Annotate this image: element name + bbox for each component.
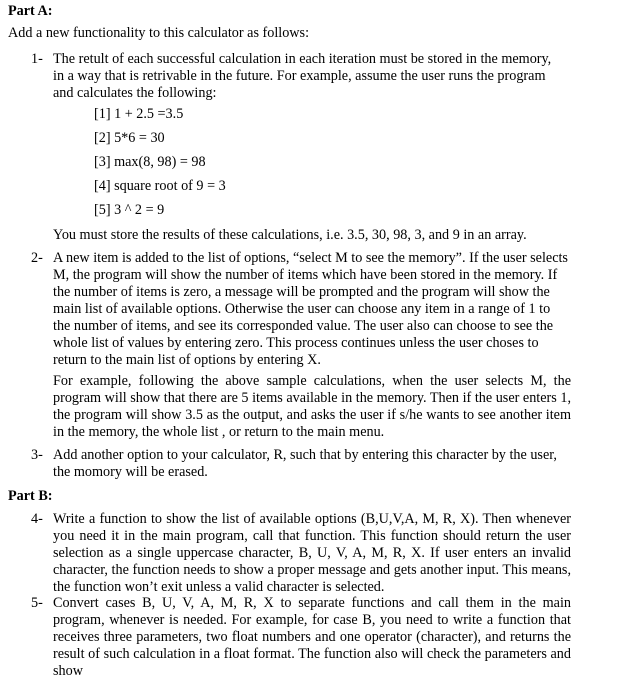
part-a-heading: Part A:	[8, 3, 53, 19]
item-3-number: 3-	[31, 447, 43, 463]
example-calculation-4: [4] square root of 9 = 3	[94, 178, 226, 194]
part-a-intro: Add a new functionality to this calculator as follows:	[8, 25, 310, 41]
item-5-text: Convert cases B, U, V, A, M, R, X to separate functions and call them in the main program, whenever is needed. For example, for case B, you need to write a function that receives three parameters, two float numbers and one operator (character), and returns the result of such calculation in a float format. The function also will check the parameters and show	[53, 595, 571, 679]
item-2-text: A new item is added to the list of options, “select M to see the memory”. If the user selects M, the program will show the number of items which have been stored in the memory. If the number of items is zero, a message will be prompted and the program will show the main list of available options. Otherwise the user can choose any item in a range of 1 to the number of items, and see its corresponded value. The user also can choose to see the whole list of values by entering zero. This process continues unless the user choses to return to the main list of options by entering X.	[53, 250, 568, 368]
example-calculation-2: [2] 5*6 = 30	[94, 130, 165, 146]
item-2-number: 2-	[31, 250, 43, 266]
item-3-text: Add another option to your calculator, R, such that by entering this character by the user, the momory will be erased.	[53, 447, 557, 480]
part-b-heading: Part B:	[8, 488, 53, 504]
item-1-text: The retult of each successful calculation in each iteration must be stored in the memory, in a way that is retrivable in the future. For example, assume the user runs the program and calculates the following:	[53, 51, 552, 101]
example-calculation-3: [3] max(8, 98) = 98	[94, 154, 206, 170]
item-2-example: For example, following the above sample calculations, when the user selects M, the program will show that there are 5 items available in the memory. Then if the user enters 1, the program will show 3.5 as the output, and asks the user if s/he wants to see another item in the memory, the whole list , or return to the main menu.	[53, 373, 571, 440]
item-4-number: 4-	[31, 511, 43, 527]
item-5-number: 5-	[31, 595, 43, 611]
item-4-text: Write a function to show the list of available options (B,U,V,A, M, R, X). Then whenever you need it in the main program, call that function. This function should return the user selection as a single uppercase character, B, U, V, A, M, R, X. If user enters an invalid character, the function needs to show a proper message and gets another input. This means, the function won’t exit unless a valid character is selected.	[53, 511, 571, 595]
example-calculation-5: [5] 3 ^ 2 = 9	[94, 202, 165, 218]
item-1-note: You must store the results of these calculations, i.e. 3.5, 30, 98, 3, and 9 in an array.	[53, 227, 527, 243]
example-calculation-1: [1] 1 + 2.5 =3.5	[94, 106, 184, 122]
item-1-number: 1-	[31, 51, 43, 67]
